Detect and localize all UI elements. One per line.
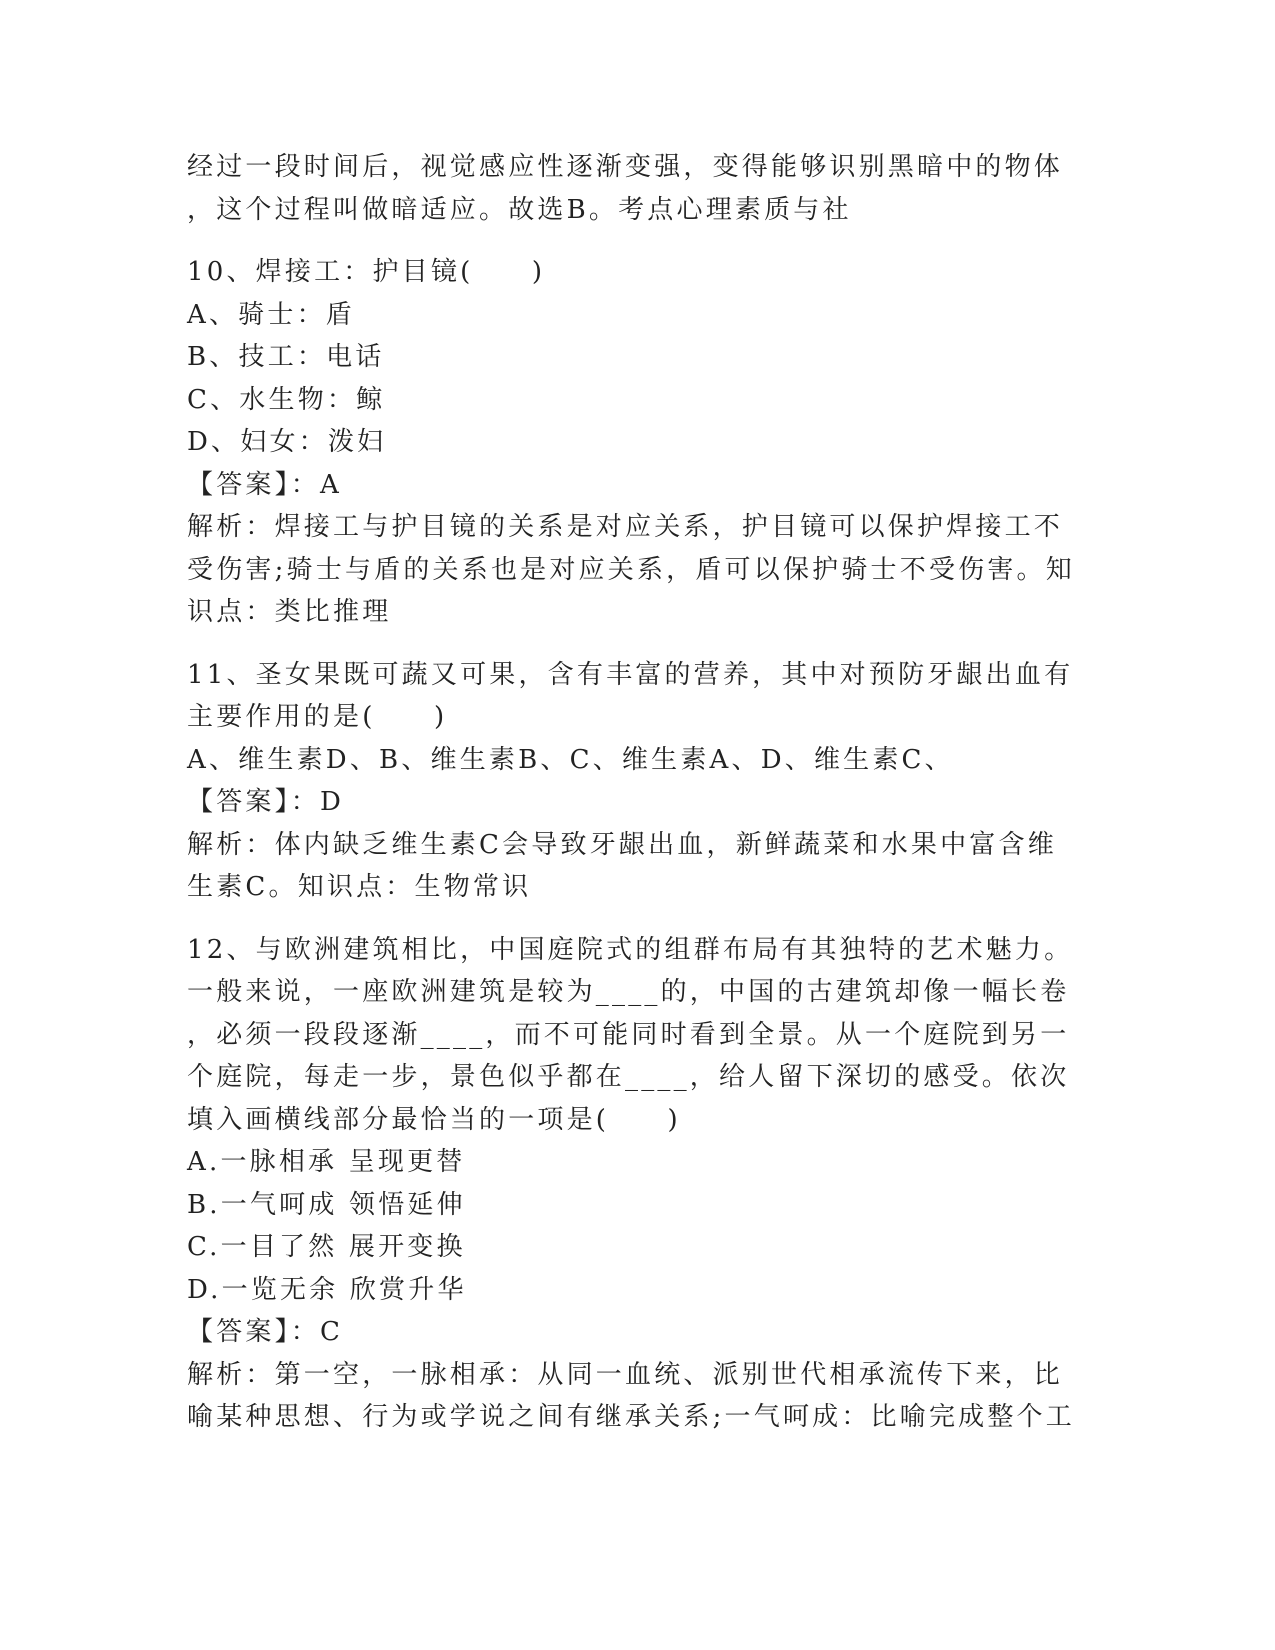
question-stem: 12、与欧洲建筑相比，中国庭院式的组群布局有其独特的艺术魅力。	[187, 934, 1074, 965]
question-12	[187, 929, 1087, 1439]
analysis-line: 解析：第一空，一脉相承：从同一血统、派别世代相承流传下来，比	[187, 1359, 1064, 1390]
q9-explanation-tail	[187, 146, 1087, 231]
answer-line: 【答案】：C	[187, 1317, 344, 1347]
option-b: B.一气呵成 领悟延伸	[187, 1189, 466, 1220]
question-stem: 填入画横线部分最恰当的一项是( )	[187, 1104, 681, 1135]
question-stem: 10、焊接工：护目镜( )	[187, 257, 546, 287]
analysis-line: 受伤害;骑士与盾的关系也是对应关系，盾可以保护骑士不受伤害。知	[187, 554, 1075, 585]
text-column	[187, 146, 1087, 1439]
option-c: C.一目了然 展开变换	[187, 1232, 466, 1262]
option-b: B、技工：电话	[187, 342, 385, 372]
answer-line: 【答案】：A	[187, 469, 342, 500]
option-c: C、水生物：鲸	[187, 384, 386, 415]
option-a: A、骑士：盾	[187, 299, 355, 330]
analysis-line: 解析：焊接工与护目镜的关系是对应关系，护目镜可以保护焊接工不	[187, 512, 1064, 542]
analysis-line: 解析：体内缺乏维生素C会导致牙龈出血，新鲜蔬菜和水果中富含维	[187, 829, 1057, 860]
answer-line: 【答案】：D	[187, 787, 345, 817]
option-a: A.一脉相承 呈现更替	[187, 1147, 466, 1177]
question-stem: 11、圣女果既可蔬又可果，含有丰富的营养，其中对预防牙龈出血有	[187, 659, 1074, 690]
option-d: D、妇女：泼妇	[187, 427, 387, 457]
text-line: ，这个过程叫做暗适应。故选B。考点心理素质与社	[187, 194, 852, 225]
question-11	[187, 654, 1087, 909]
question-10	[187, 251, 1087, 634]
analysis-line: 识点：类比推理	[187, 597, 392, 627]
question-stem: 主要作用的是( )	[187, 702, 448, 732]
options-line: A、维生素D、B、维生素B、C、维生素A、D、维生素C、	[187, 744, 954, 775]
analysis-line: 生素C。知识点：生物常识	[187, 872, 532, 902]
text-line: 经过一段时间后，视觉感应性逐渐变强，变得能够识别黑暗中的物体	[187, 152, 1064, 182]
question-stem: 个庭院，每走一步，景色似乎都在____，给人留下深切的感受。依次	[187, 1062, 1070, 1092]
option-d: D.一览无余 欣赏升华	[187, 1274, 467, 1305]
question-stem: 一般来说，一座欧洲建筑是较为____的，中国的古建筑却像一幅长卷	[187, 977, 1070, 1007]
question-stem: ，必须一段段逐渐____，而不可能同时看到全景。从一个庭院到另一	[187, 1019, 1070, 1050]
analysis-line: 喻某种思想、行为或学说之间有继承关系;一气呵成：比喻完成整个工	[187, 1402, 1075, 1432]
